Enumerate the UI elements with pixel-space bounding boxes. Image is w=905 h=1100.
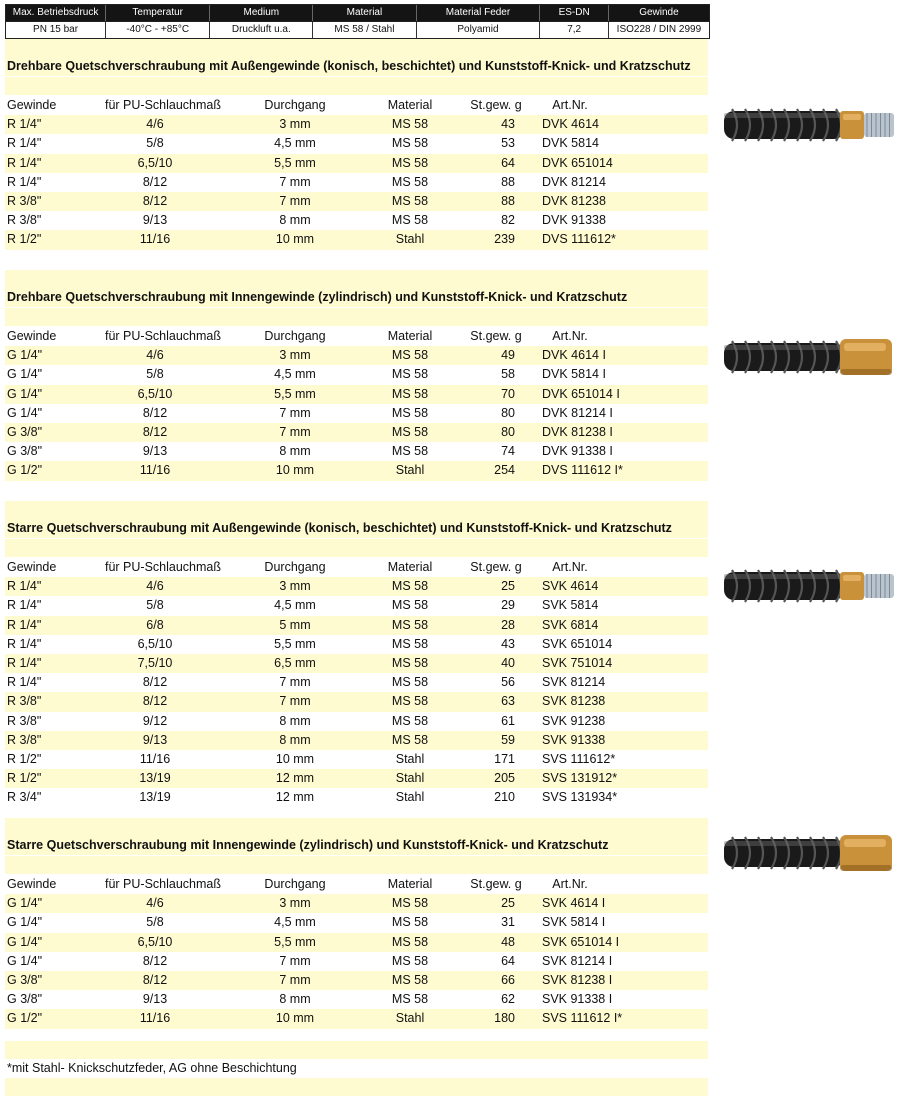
table-cell: R 1/4" xyxy=(7,675,42,690)
spacer-stripe xyxy=(5,270,708,288)
spec-value-cell: 7,2 xyxy=(540,22,608,38)
table-cell: 180 xyxy=(494,1011,515,1026)
table-cell: R 1/4" xyxy=(7,636,42,651)
table-cell: 8/12 xyxy=(142,425,168,439)
footnote: *mit Stahl- Knickschutzfeder, AG ohne Beschichtung xyxy=(7,1061,297,1075)
table-cell: G 1/2" xyxy=(7,1011,43,1026)
table-row xyxy=(5,1009,708,1028)
table-cell: 43 xyxy=(501,117,515,132)
table-cell: 210 xyxy=(494,790,515,805)
column-header-row xyxy=(5,327,708,346)
table-cell: Stahl xyxy=(395,771,425,786)
table-cell: 9/13 xyxy=(142,213,168,228)
table-cell: SVK 4614 I xyxy=(542,896,606,911)
table-cell: 3 mm xyxy=(279,348,311,363)
table-cell: 64 xyxy=(501,155,515,170)
table-cell: 13/19 xyxy=(139,790,171,805)
table-cell: 8/12 xyxy=(142,194,168,208)
spec-header-cell: Temperatur xyxy=(106,5,210,21)
spec-header-cell: Gewinde xyxy=(639,7,679,18)
table-cell: 5 mm xyxy=(279,617,311,632)
table-row xyxy=(5,346,708,365)
table-cell: 239 xyxy=(494,232,515,247)
table-cell: 8 mm xyxy=(279,213,311,228)
fitting-male-thread-icon xyxy=(722,99,900,156)
column-header: Art.Nr. xyxy=(552,560,588,574)
table-cell: Stahl xyxy=(395,790,425,805)
table-cell: 7 mm xyxy=(279,953,311,968)
spacer-stripe xyxy=(5,818,708,836)
table-row xyxy=(5,365,708,384)
table-cell: R 3/8" xyxy=(7,213,42,228)
table-cell: SVK 4614 xyxy=(542,579,599,594)
table-cell: SVK 651014 xyxy=(542,636,613,651)
table-cell: R 1/2" xyxy=(7,752,42,766)
table-cell: MS 58 xyxy=(391,973,429,987)
table-cell: R 1/2" xyxy=(7,232,42,247)
table-cell: Stahl xyxy=(395,752,425,766)
table-cell: 10 mm xyxy=(275,1011,315,1026)
table-cell: 254 xyxy=(494,463,515,478)
table-cell: 6,5/10 xyxy=(137,636,173,651)
table-cell: MS 58 xyxy=(391,896,429,911)
spec-value-row xyxy=(6,21,709,38)
table-row xyxy=(5,673,708,692)
table-cell: DVK 81214 I xyxy=(542,405,613,420)
table-cell: 11/16 xyxy=(139,752,171,766)
column-header-row xyxy=(5,558,708,577)
table-row xyxy=(5,173,708,192)
table-cell: 4/6 xyxy=(146,348,164,363)
spacer-stripe xyxy=(5,39,708,57)
spec-value-cell: ISO228 / DIN 2999 xyxy=(616,24,702,35)
column-header-row xyxy=(5,875,708,894)
table-cell: SVK 81238 xyxy=(542,694,606,709)
table-cell: 205 xyxy=(494,771,515,786)
table-cell: 5,5 mm xyxy=(274,386,316,401)
spacer-stripe xyxy=(5,308,708,326)
table-cell: SVK 6814 xyxy=(542,617,599,632)
table-cell: 4/6 xyxy=(146,117,164,132)
table-cell: G 1/4" xyxy=(7,348,43,363)
table-cell: SVK 651014 I xyxy=(542,934,620,949)
table-cell: SVK 5814 I xyxy=(542,915,606,930)
table-cell: 5/8 xyxy=(146,367,164,382)
table-cell: 6,5/10 xyxy=(137,155,173,170)
table-cell: 3 mm xyxy=(279,896,311,911)
table-row xyxy=(5,894,708,913)
table-cell: R 1/4" xyxy=(7,136,42,151)
table-cell: 4,5 mm xyxy=(274,915,316,930)
section-title: Starre Quetschverschraubung mit Innengewinde (zylindrisch) und Kunststoff-Knick- und Kratzschutz xyxy=(7,838,609,852)
spec-header-cell: Material xyxy=(313,5,416,21)
table-cell: MS 58 xyxy=(391,386,429,401)
table-cell: 5/8 xyxy=(146,915,164,930)
table-row xyxy=(5,788,708,807)
table-cell: MS 58 xyxy=(391,675,429,690)
table-cell: R 3/8" xyxy=(7,713,42,728)
table-cell: R 3/8" xyxy=(7,194,42,208)
table-cell: 4,5 mm xyxy=(274,367,316,382)
table-cell: G 3/8" xyxy=(7,973,43,987)
table-cell: 13/19 xyxy=(139,771,171,786)
column-header: Art.Nr. xyxy=(552,877,588,891)
table-cell: 8/12 xyxy=(142,174,168,189)
table-cell: R 1/2" xyxy=(7,771,42,786)
table-cell: R 1/4" xyxy=(7,598,42,613)
table-cell: 7 mm xyxy=(279,194,311,208)
table-cell: 5,5 mm xyxy=(274,155,316,170)
table-cell: R 1/4" xyxy=(7,656,42,670)
table-cell: DVK 4614 I xyxy=(542,348,606,363)
table-row xyxy=(5,712,708,731)
table-cell: DVK 5814 xyxy=(542,136,599,151)
table-row xyxy=(5,115,708,134)
table-cell: G 1/4" xyxy=(7,367,43,382)
table-cell: 7,5/10 xyxy=(137,656,173,670)
table-row xyxy=(5,990,708,1009)
table-cell: SVK 751014 xyxy=(542,656,613,670)
section-title: Drehbare Quetschverschraubung mit Außengewinde (konisch, beschichtet) und Kunststoff-Knick- und Kratzschutz xyxy=(7,59,691,73)
column-header: für PU-Schlauchmaß xyxy=(105,560,222,574)
table-cell: 25 xyxy=(501,896,515,911)
column-header: Art.Nr. xyxy=(552,98,588,112)
table-row xyxy=(5,750,708,769)
table-cell: 9/13 xyxy=(142,732,168,747)
table-cell: 63 xyxy=(501,694,515,709)
table-cell: 74 xyxy=(501,444,515,459)
table-cell: MS 58 xyxy=(391,194,429,208)
table-cell: R 3/8" xyxy=(7,694,42,709)
table-cell: MS 58 xyxy=(391,617,429,632)
table-cell: 7 mm xyxy=(279,973,311,987)
column-header-row xyxy=(5,96,708,115)
table-cell: 80 xyxy=(501,425,515,439)
table-cell: 12 mm xyxy=(275,771,315,786)
table-cell: MS 58 xyxy=(391,367,429,382)
table-cell: 48 xyxy=(501,934,515,949)
table-cell: R 1/4" xyxy=(7,174,42,189)
table-cell: MS 58 xyxy=(391,732,429,747)
table-row xyxy=(5,577,708,596)
spec-header-cell: ES-DN xyxy=(540,5,608,21)
table-cell: DVK 5814 I xyxy=(542,367,606,382)
table-cell: 4,5 mm xyxy=(274,136,316,151)
spec-header-cell: Max. Betriebsdruck xyxy=(6,5,106,21)
table-cell: 7 mm xyxy=(279,425,311,439)
table-cell: SVK 5814 xyxy=(542,598,599,613)
table-row xyxy=(5,971,708,990)
spacer-stripe xyxy=(5,1041,708,1059)
table-cell: SVK 81238 I xyxy=(542,973,613,987)
table-cell: 4/6 xyxy=(146,896,164,911)
fitting-male-thread-icon xyxy=(722,560,900,617)
table-cell: 82 xyxy=(501,213,515,228)
table-cell: SVK 91338 xyxy=(542,732,606,747)
table-cell: 6,5/10 xyxy=(137,386,173,401)
table-cell: DVK 91338 xyxy=(542,213,606,228)
table-cell: MS 58 xyxy=(391,444,429,459)
table-cell: 11/16 xyxy=(139,1011,171,1026)
column-header: für PU-Schlauchmaß xyxy=(105,98,222,112)
fitting-female-thread-icon xyxy=(722,827,900,884)
table-cell: 29 xyxy=(501,598,515,613)
table-cell: 10 mm xyxy=(275,232,315,247)
table-cell: DVK 651014 I xyxy=(542,386,620,401)
table-cell: G 1/2" xyxy=(7,463,43,478)
column-header: Material xyxy=(387,98,433,112)
table-cell: 3 mm xyxy=(279,117,311,132)
fitting-female-thread-icon xyxy=(722,331,900,388)
table-cell: 10 mm xyxy=(275,463,315,478)
table-cell: MS 58 xyxy=(391,694,429,709)
table-cell: 5,5 mm xyxy=(274,636,316,651)
table-row xyxy=(5,211,708,230)
section-title: Starre Quetschverschraubung mit Außengewinde (konisch, beschichtet) und Kunststoff-Knick- und Kratzschutz xyxy=(7,521,672,535)
column-header: Durchgang xyxy=(264,98,326,112)
table-row xyxy=(5,154,708,173)
table-cell: 7 mm xyxy=(279,694,311,709)
table-cell: DVS 111612* xyxy=(542,232,616,247)
spec-value-cell: Polyamid xyxy=(417,22,541,38)
table-cell: 7 mm xyxy=(279,174,311,189)
table-cell: 11/16 xyxy=(139,232,171,247)
table-cell: R 1/4" xyxy=(7,155,42,170)
spec-value-cell: MS 58 / Stahl xyxy=(313,22,416,38)
table-cell: SVS 131934* xyxy=(542,790,618,805)
table-cell: DVK 651014 xyxy=(542,155,613,170)
table-cell: 11/16 xyxy=(139,463,171,478)
table-cell: 8 mm xyxy=(279,713,311,728)
table-cell: 59 xyxy=(501,732,515,747)
table-cell: 58 xyxy=(501,367,515,382)
table-row xyxy=(5,731,708,750)
table-row xyxy=(5,769,708,788)
table-cell: 4/6 xyxy=(146,579,164,594)
table-cell: 53 xyxy=(501,136,515,151)
table-cell: MS 58 xyxy=(391,117,429,132)
table-cell: SVK 91338 I xyxy=(542,992,613,1007)
table-cell: 62 xyxy=(501,992,515,1007)
table-cell: G 3/8" xyxy=(7,425,43,439)
table-cell: 25 xyxy=(501,579,515,594)
table-cell: 12 mm xyxy=(275,790,315,805)
table-cell: 7 mm xyxy=(279,675,311,690)
column-header: Gewinde xyxy=(7,560,57,574)
column-header: St.gew. g xyxy=(470,560,522,574)
table-row xyxy=(5,404,708,423)
table-cell: G 1/4" xyxy=(7,405,43,420)
table-cell: 5/8 xyxy=(146,598,164,613)
table-cell: 6/8 xyxy=(146,617,164,632)
table-row xyxy=(5,654,708,673)
spacer-stripe xyxy=(5,1078,708,1096)
table-cell: MS 58 xyxy=(391,636,429,651)
column-header: St.gew. g xyxy=(470,877,522,891)
table-cell: MS 58 xyxy=(391,348,429,363)
column-header: Material xyxy=(387,560,433,574)
table-cell: Stahl xyxy=(395,1011,425,1026)
table-cell: MS 58 xyxy=(391,425,429,439)
table-cell: MS 58 xyxy=(391,713,429,728)
table-cell: R 3/8" xyxy=(7,732,42,747)
table-row xyxy=(5,913,708,932)
column-header: Gewinde xyxy=(7,329,57,343)
column-header: St.gew. g xyxy=(470,329,522,343)
table-cell: 43 xyxy=(501,636,515,651)
table-cell: 8/12 xyxy=(142,405,168,420)
table-cell: R 1/4" xyxy=(7,579,42,594)
table-cell: 8/12 xyxy=(142,953,168,968)
table-cell: MS 58 xyxy=(391,934,429,949)
table-row xyxy=(5,692,708,711)
column-header: Durchgang xyxy=(264,560,326,574)
column-header: Material xyxy=(387,329,433,343)
section-title: Drehbare Quetschverschraubung mit Innengewinde (zylindrisch) und Kunststoff-Knick- und Kratzschutz xyxy=(7,290,628,304)
table-cell: R 3/4" xyxy=(7,790,42,805)
table-row xyxy=(5,230,708,249)
table-cell: MS 58 xyxy=(391,992,429,1007)
table-cell: 8/12 xyxy=(142,694,168,709)
table-cell: 88 xyxy=(501,194,515,208)
table-cell: G 3/8" xyxy=(7,992,43,1007)
column-header: Material xyxy=(387,877,433,891)
table-cell: 56 xyxy=(501,675,515,690)
spec-value-cell: PN 15 bar xyxy=(6,22,106,38)
table-row xyxy=(5,596,708,615)
table-cell: Stahl xyxy=(395,463,425,478)
table-cell: 8 mm xyxy=(279,444,311,459)
table-cell: 6,5/10 xyxy=(137,934,173,949)
column-header: Durchgang xyxy=(264,877,326,891)
table-cell: DVK 81214 xyxy=(542,174,606,189)
table-cell: MS 58 xyxy=(391,579,429,594)
table-cell: R 1/4" xyxy=(7,617,42,632)
column-header: Gewinde xyxy=(7,98,57,112)
table-row xyxy=(5,461,708,480)
table-cell: 3 mm xyxy=(279,579,311,594)
table-cell: MS 58 xyxy=(391,953,429,968)
table-cell: 28 xyxy=(501,617,515,632)
table-cell: SVK 91238 xyxy=(542,713,606,728)
table-cell: G 1/4" xyxy=(7,915,43,930)
table-cell: 31 xyxy=(501,915,515,930)
table-cell: DVK 81238 xyxy=(542,194,606,208)
table-cell: R 1/4" xyxy=(7,117,42,132)
table-cell: MS 58 xyxy=(391,598,429,613)
table-cell: MS 58 xyxy=(391,656,429,670)
table-cell: Stahl xyxy=(395,232,425,247)
table-cell: 5/8 xyxy=(146,136,164,151)
table-cell: G 1/4" xyxy=(7,934,43,949)
table-cell: 40 xyxy=(501,656,515,670)
table-cell: 8/12 xyxy=(142,973,168,987)
table-row xyxy=(5,423,708,442)
table-row xyxy=(5,442,708,461)
table-cell: 66 xyxy=(501,973,515,987)
table-cell: DVK 81238 I xyxy=(542,425,613,439)
table-cell: DVK 91338 I xyxy=(542,444,613,459)
table-cell: 7 mm xyxy=(279,405,311,420)
table-cell: 49 xyxy=(501,348,515,363)
table-cell: 9/12 xyxy=(142,713,168,728)
table-cell: MS 58 xyxy=(391,136,429,151)
column-header: für PU-Schlauchmaß xyxy=(105,877,222,891)
table-cell: MS 58 xyxy=(391,213,429,228)
table-row xyxy=(5,134,708,153)
spacer-stripe xyxy=(5,856,708,874)
table-row xyxy=(5,616,708,635)
column-header: Gewinde xyxy=(7,877,57,891)
spec-header-cell: Material Feder xyxy=(417,5,541,21)
table-cell: 80 xyxy=(501,405,515,420)
table-cell: 70 xyxy=(501,386,515,401)
table-cell: G 1/4" xyxy=(7,386,43,401)
table-cell: MS 58 xyxy=(391,915,429,930)
spec-value-cell: -40°C - +85°C xyxy=(106,22,210,38)
table-cell: 9/13 xyxy=(142,444,168,459)
spec-table xyxy=(5,4,710,39)
table-row xyxy=(5,192,708,211)
column-header: Durchgang xyxy=(264,329,326,343)
spec-header-cell: Medium xyxy=(210,5,313,21)
table-cell: MS 58 xyxy=(391,155,429,170)
table-cell: SVK 81214 I xyxy=(542,953,613,968)
table-cell: SVK 81214 xyxy=(542,675,606,690)
spec-value-cell: Druckluft u.a. xyxy=(210,22,313,38)
table-cell: SVS 131912* xyxy=(542,771,618,786)
table-cell: 8/12 xyxy=(142,675,168,690)
table-cell: G 3/8" xyxy=(7,444,43,459)
table-cell: SVS 111612 I* xyxy=(542,1011,623,1026)
table-cell: DVS 111612 I* xyxy=(542,463,623,478)
table-cell: 4,5 mm xyxy=(274,598,316,613)
table-cell: 8 mm xyxy=(279,732,311,747)
table-cell: 171 xyxy=(494,752,515,766)
column-header: Art.Nr. xyxy=(552,329,588,343)
table-cell: 64 xyxy=(501,953,515,968)
table-cell: MS 58 xyxy=(391,174,429,189)
table-cell: MS 58 xyxy=(391,405,429,420)
table-cell: 8 mm xyxy=(279,992,311,1007)
table-cell: 61 xyxy=(501,713,515,728)
table-cell: G 1/4" xyxy=(7,953,43,968)
spacer-stripe xyxy=(5,539,708,557)
table-cell: SVS 111612* xyxy=(542,752,616,766)
spacer-stripe xyxy=(5,77,708,95)
column-header: für PU-Schlauchmaß xyxy=(105,329,222,343)
table-row xyxy=(5,385,708,404)
table-cell: DVK 4614 xyxy=(542,117,599,132)
table-cell: 6,5 mm xyxy=(274,656,316,670)
table-cell: 10 mm xyxy=(275,752,315,766)
table-cell: 5,5 mm xyxy=(274,934,316,949)
table-cell: 9/13 xyxy=(142,992,168,1007)
table-cell: 88 xyxy=(501,174,515,189)
table-row xyxy=(5,933,708,952)
table-row xyxy=(5,635,708,654)
table-cell: G 1/4" xyxy=(7,896,43,911)
column-header: St.gew. g xyxy=(470,98,522,112)
spec-header-row xyxy=(6,5,709,21)
spacer-stripe xyxy=(5,501,708,519)
table-row xyxy=(5,952,708,971)
